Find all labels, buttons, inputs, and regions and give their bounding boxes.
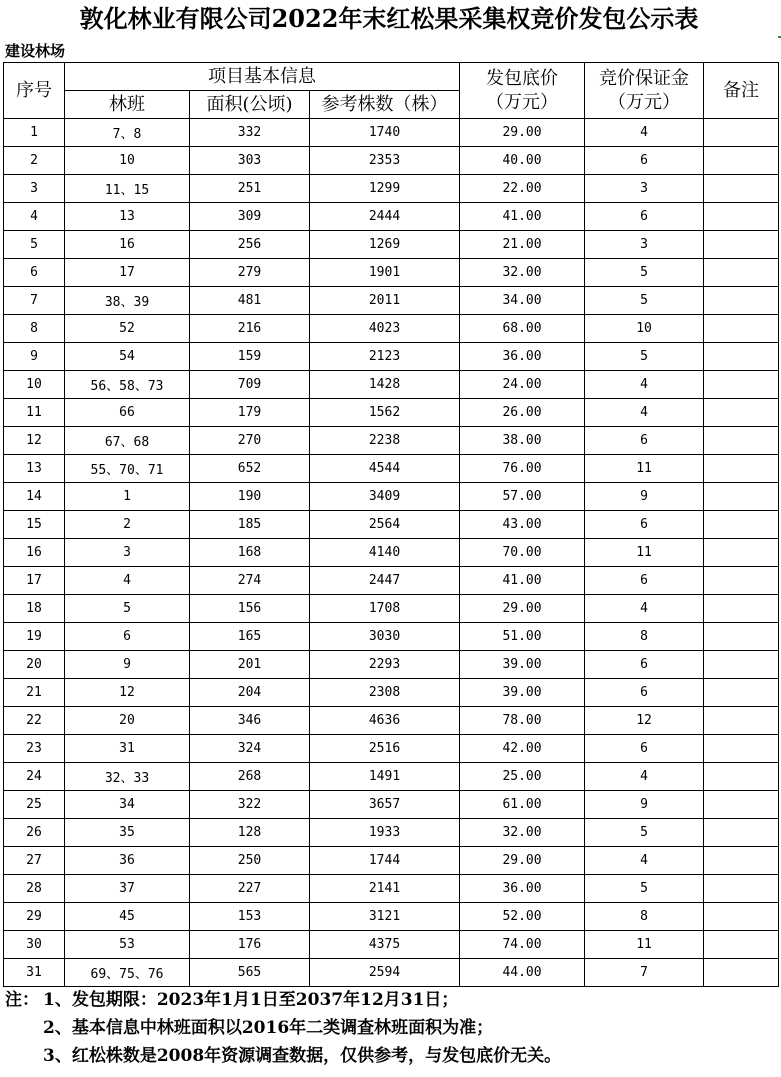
cell-area: 332 xyxy=(190,119,310,147)
cell-base-price: 26.00 xyxy=(460,399,585,427)
table-row xyxy=(4,203,779,231)
cell-base-price: 70.00 xyxy=(460,539,585,567)
cell-seq: 8 xyxy=(4,315,65,343)
cell-seq: 20 xyxy=(4,651,65,679)
cell-plot: 31 xyxy=(65,735,190,763)
cell-trees: 3121 xyxy=(310,903,460,931)
cell-deposit: 6 xyxy=(585,651,704,679)
cell-base-price: 22.00 xyxy=(460,175,585,203)
table-header xyxy=(4,63,779,119)
cell-deposit: 9 xyxy=(585,483,704,511)
cell-deposit: 12 xyxy=(585,707,704,735)
cell-seq: 4 xyxy=(4,203,65,231)
table-row xyxy=(4,931,779,959)
table-row xyxy=(4,427,779,455)
cell-deposit: 6 xyxy=(585,735,704,763)
cell-trees: 1708 xyxy=(310,595,460,623)
table-row xyxy=(4,847,779,875)
table-row xyxy=(4,175,779,203)
cell-remark xyxy=(704,959,779,987)
header-base-price-line2: （万元） xyxy=(486,91,559,113)
cell-base-price: 24.00 xyxy=(460,371,585,399)
table-row xyxy=(4,567,779,595)
page-title: 敦化林业有限公司2022年末红松果采集权竞价发包公示表 xyxy=(79,4,699,33)
note-text: 2、基本信息中林班面积以2016年二类调查林班面积为准； xyxy=(43,1018,494,1038)
cell-trees: 2564 xyxy=(310,511,460,539)
cell-base-price: 61.00 xyxy=(460,791,585,819)
cell-base-price: 40.00 xyxy=(460,147,585,175)
cell-area: 274 xyxy=(190,567,310,595)
cell-area: 153 xyxy=(190,903,310,931)
cell-deposit: 6 xyxy=(585,427,704,455)
cell-area: 270 xyxy=(190,427,310,455)
cell-seq: 11 xyxy=(4,399,65,427)
cell-seq: 22 xyxy=(4,707,65,735)
cell-remark xyxy=(704,483,779,511)
header-plot: 林班 xyxy=(65,91,190,119)
cell-deposit: 4 xyxy=(585,399,704,427)
cell-deposit: 3 xyxy=(585,175,704,203)
header-deposit-line1: 竞价保证金 xyxy=(599,67,690,89)
cell-area: 709 xyxy=(190,371,310,399)
cell-base-price: 44.00 xyxy=(460,959,585,987)
cell-deposit: 5 xyxy=(585,259,704,287)
note-text: 3、红松株数是2008年资源调查数据，仅供参考，与发包底价无关。 xyxy=(43,1046,562,1066)
cell-base-price: 38.00 xyxy=(460,427,585,455)
table-row xyxy=(4,343,779,371)
cell-base-price: 21.00 xyxy=(460,231,585,259)
header-base-price xyxy=(460,63,585,119)
table-row xyxy=(4,147,779,175)
cell-remark xyxy=(704,147,779,175)
table-row xyxy=(4,371,779,399)
cell-seq: 31 xyxy=(4,959,65,987)
cell-remark xyxy=(704,567,779,595)
cell-base-price: 78.00 xyxy=(460,707,585,735)
cell-remark xyxy=(704,287,779,315)
cell-trees: 1299 xyxy=(310,175,460,203)
cell-deposit: 4 xyxy=(585,763,704,791)
cell-plot: 67、68 xyxy=(65,427,190,455)
cell-trees: 2444 xyxy=(310,203,460,231)
cell-trees: 4023 xyxy=(310,315,460,343)
cell-remark xyxy=(704,847,779,875)
cell-remark xyxy=(704,763,779,791)
cell-trees: 2353 xyxy=(310,147,460,175)
cell-plot: 37 xyxy=(65,875,190,903)
cell-area: 156 xyxy=(190,595,310,623)
cell-base-price: 51.00 xyxy=(460,623,585,651)
cell-remark xyxy=(704,203,779,231)
cell-deposit: 3 xyxy=(585,231,704,259)
cell-deposit: 10 xyxy=(585,315,704,343)
header-remark: 备注 xyxy=(704,63,779,119)
cell-seq: 21 xyxy=(4,679,65,707)
cell-remark xyxy=(704,623,779,651)
table-row xyxy=(4,315,779,343)
cell-plot: 20 xyxy=(65,707,190,735)
cell-trees: 2293 xyxy=(310,651,460,679)
cell-deposit: 9 xyxy=(585,791,704,819)
note-prefix: 注： xyxy=(5,990,39,1010)
header-area: 面积(公顷) xyxy=(190,91,310,119)
cell-remark xyxy=(704,231,779,259)
cell-area: 185 xyxy=(190,511,310,539)
cell-area: 159 xyxy=(190,343,310,371)
cell-base-price: 34.00 xyxy=(460,287,585,315)
cell-area: 204 xyxy=(190,679,310,707)
cell-base-price: 76.00 xyxy=(460,455,585,483)
cell-area: 179 xyxy=(190,399,310,427)
cell-trees: 1491 xyxy=(310,763,460,791)
cell-base-price: 29.00 xyxy=(460,119,585,147)
cell-plot: 2 xyxy=(65,511,190,539)
cell-trees: 1901 xyxy=(310,259,460,287)
cell-plot: 5 xyxy=(65,595,190,623)
cell-base-price: 36.00 xyxy=(460,875,585,903)
cell-remark xyxy=(704,651,779,679)
table-row xyxy=(4,707,779,735)
table-row xyxy=(4,735,779,763)
cell-plot: 56、58、73 xyxy=(65,371,190,399)
cell-area: 324 xyxy=(190,735,310,763)
cell-area: 227 xyxy=(190,875,310,903)
table-row xyxy=(4,623,779,651)
header-seq: 序号 xyxy=(4,63,65,119)
cell-deposit: 8 xyxy=(585,903,704,931)
cell-plot: 35 xyxy=(65,819,190,847)
header-trees: 参考株数（株） xyxy=(310,91,460,119)
cell-base-price: 32.00 xyxy=(460,259,585,287)
cell-plot: 4 xyxy=(65,567,190,595)
cell-trees: 2011 xyxy=(310,287,460,315)
cell-seq: 27 xyxy=(4,847,65,875)
cell-seq: 2 xyxy=(4,147,65,175)
cell-deposit: 6 xyxy=(585,511,704,539)
cell-area: 176 xyxy=(190,931,310,959)
cell-seq: 25 xyxy=(4,791,65,819)
cell-deposit: 11 xyxy=(585,931,704,959)
cell-deposit: 6 xyxy=(585,203,704,231)
cell-seq: 16 xyxy=(4,539,65,567)
cell-area: 309 xyxy=(190,203,310,231)
cell-deposit: 7 xyxy=(585,959,704,987)
cell-trees: 1744 xyxy=(310,847,460,875)
cell-remark xyxy=(704,735,779,763)
cell-trees: 4636 xyxy=(310,707,460,735)
table-row xyxy=(4,651,779,679)
cell-seq: 14 xyxy=(4,483,65,511)
cell-area: 481 xyxy=(190,287,310,315)
table-row xyxy=(4,119,779,147)
cell-deposit: 4 xyxy=(585,847,704,875)
cell-seq: 7 xyxy=(4,287,65,315)
cell-remark xyxy=(704,119,779,147)
cell-plot: 69、75、76 xyxy=(65,959,190,987)
cell-base-price: 25.00 xyxy=(460,763,585,791)
cell-deposit: 6 xyxy=(585,567,704,595)
cell-deposit: 6 xyxy=(585,147,704,175)
cell-plot: 1 xyxy=(65,483,190,511)
table-row xyxy=(4,511,779,539)
cell-trees: 2447 xyxy=(310,567,460,595)
cell-base-price: 57.00 xyxy=(460,483,585,511)
cell-plot: 36 xyxy=(65,847,190,875)
cell-remark xyxy=(704,539,779,567)
cell-trees: 1562 xyxy=(310,399,460,427)
table-row xyxy=(4,399,779,427)
cell-trees: 2594 xyxy=(310,959,460,987)
cell-trees: 2141 xyxy=(310,875,460,903)
cell-plot: 17 xyxy=(65,259,190,287)
cell-deposit: 4 xyxy=(585,371,704,399)
cell-remark xyxy=(704,791,779,819)
cell-plot: 3 xyxy=(65,539,190,567)
cell-seq: 12 xyxy=(4,427,65,455)
cell-seq: 24 xyxy=(4,763,65,791)
cell-plot: 38、39 xyxy=(65,287,190,315)
cell-area: 303 xyxy=(190,147,310,175)
cell-remark xyxy=(704,875,779,903)
cell-seq: 19 xyxy=(4,623,65,651)
cell-area: 216 xyxy=(190,315,310,343)
cell-seq: 17 xyxy=(4,567,65,595)
cell-plot: 6 xyxy=(65,623,190,651)
table-row xyxy=(4,875,779,903)
cell-remark xyxy=(704,819,779,847)
cell-deposit: 11 xyxy=(585,539,704,567)
cell-base-price: 52.00 xyxy=(460,903,585,931)
cell-base-price: 43.00 xyxy=(460,511,585,539)
cell-base-price: 39.00 xyxy=(460,679,585,707)
cell-seq: 30 xyxy=(4,931,65,959)
header-base-price-line1: 发包底价 xyxy=(486,67,559,89)
cell-plot: 13 xyxy=(65,203,190,231)
cell-plot: 45 xyxy=(65,903,190,931)
cell-area: 201 xyxy=(190,651,310,679)
cell-plot: 53 xyxy=(65,931,190,959)
header-basic-info: 项目基本信息 xyxy=(65,63,460,91)
cell-remark xyxy=(704,455,779,483)
cell-trees: 1933 xyxy=(310,819,460,847)
cell-seq: 5 xyxy=(4,231,65,259)
cell-remark xyxy=(704,931,779,959)
cell-deposit: 5 xyxy=(585,287,704,315)
cell-area: 565 xyxy=(190,959,310,987)
cell-base-price: 41.00 xyxy=(460,203,585,231)
cell-area: 346 xyxy=(190,707,310,735)
cell-plot: 11、15 xyxy=(65,175,190,203)
cell-deposit: 8 xyxy=(585,623,704,651)
cell-area: 190 xyxy=(190,483,310,511)
cell-remark xyxy=(704,399,779,427)
cell-trees: 1269 xyxy=(310,231,460,259)
cell-deposit: 4 xyxy=(585,119,704,147)
cell-remark xyxy=(704,175,779,203)
cell-trees: 2238 xyxy=(310,427,460,455)
note-text: 1、发包期限：2023年1月1日至2037年12月31日； xyxy=(43,990,459,1010)
cell-trees: 2123 xyxy=(310,343,460,371)
header-deposit xyxy=(585,63,704,119)
cell-base-price: 39.00 xyxy=(460,651,585,679)
cell-plot: 10 xyxy=(65,147,190,175)
section-heading: 建设林场 xyxy=(5,42,66,60)
cell-remark xyxy=(704,315,779,343)
cell-base-price: 42.00 xyxy=(460,735,585,763)
cell-remark xyxy=(704,371,779,399)
cell-area: 268 xyxy=(190,763,310,791)
note-line xyxy=(5,986,775,1014)
table-row xyxy=(4,287,779,315)
cell-seq: 10 xyxy=(4,371,65,399)
cell-remark xyxy=(704,343,779,371)
cell-area: 251 xyxy=(190,175,310,203)
cell-area: 652 xyxy=(190,455,310,483)
cell-trees: 1428 xyxy=(310,371,460,399)
cell-remark xyxy=(704,511,779,539)
cell-plot: 16 xyxy=(65,231,190,259)
cell-deposit: 5 xyxy=(585,875,704,903)
cell-deposit: 5 xyxy=(585,343,704,371)
cell-trees: 4375 xyxy=(310,931,460,959)
table-row xyxy=(4,763,779,791)
table-row xyxy=(4,455,779,483)
cell-deposit: 4 xyxy=(585,595,704,623)
cell-plot: 34 xyxy=(65,791,190,819)
table-row xyxy=(4,483,779,511)
table-row xyxy=(4,231,779,259)
cell-remark xyxy=(704,595,779,623)
cell-seq: 13 xyxy=(4,455,65,483)
cell-deposit: 11 xyxy=(585,455,704,483)
cell-deposit: 5 xyxy=(585,819,704,847)
table-row xyxy=(4,903,779,931)
table-row xyxy=(4,959,779,987)
cell-area: 250 xyxy=(190,847,310,875)
cell-seq: 18 xyxy=(4,595,65,623)
table-row xyxy=(4,819,779,847)
cell-seq: 15 xyxy=(4,511,65,539)
cell-plot: 52 xyxy=(65,315,190,343)
cell-area: 322 xyxy=(190,791,310,819)
cell-base-price: 41.00 xyxy=(460,567,585,595)
cell-remark xyxy=(704,903,779,931)
cell-area: 279 xyxy=(190,259,310,287)
cell-seq: 28 xyxy=(4,875,65,903)
cell-seq: 26 xyxy=(4,819,65,847)
cell-trees: 4544 xyxy=(310,455,460,483)
cell-seq: 23 xyxy=(4,735,65,763)
cell-seq: 6 xyxy=(4,259,65,287)
table-row xyxy=(4,679,779,707)
cell-plot: 66 xyxy=(65,399,190,427)
cell-trees: 3409 xyxy=(310,483,460,511)
table-body xyxy=(4,119,779,987)
cell-remark xyxy=(704,707,779,735)
cell-base-price: 29.00 xyxy=(460,847,585,875)
cell-area: 128 xyxy=(190,819,310,847)
table-row xyxy=(4,259,779,287)
cell-base-price: 68.00 xyxy=(460,315,585,343)
cell-trees: 1740 xyxy=(310,119,460,147)
cell-area: 168 xyxy=(190,539,310,567)
cell-remark xyxy=(704,679,779,707)
cell-remark xyxy=(704,427,779,455)
cell-area: 256 xyxy=(190,231,310,259)
cell-remark xyxy=(704,259,779,287)
cell-base-price: 36.00 xyxy=(460,343,585,371)
cell-trees: 4140 xyxy=(310,539,460,567)
cell-seq: 9 xyxy=(4,343,65,371)
cell-plot: 54 xyxy=(65,343,190,371)
cell-seq: 29 xyxy=(4,903,65,931)
cell-trees: 3030 xyxy=(310,623,460,651)
notes-block xyxy=(5,986,775,1070)
note-line xyxy=(5,1042,775,1070)
table-row xyxy=(4,595,779,623)
cell-base-price: 74.00 xyxy=(460,931,585,959)
cell-plot: 12 xyxy=(65,679,190,707)
cell-trees: 2516 xyxy=(310,735,460,763)
note-line xyxy=(5,1014,775,1042)
cell-plot: 55、70、71 xyxy=(65,455,190,483)
header-deposit-line2: （万元） xyxy=(608,91,681,113)
bidding-table xyxy=(3,62,779,987)
cell-base-price: 32.00 xyxy=(460,819,585,847)
cell-deposit: 6 xyxy=(585,679,704,707)
cell-trees: 3657 xyxy=(310,791,460,819)
cell-seq: 1 xyxy=(4,119,65,147)
cell-plot: 9 xyxy=(65,651,190,679)
cell-trees: 2308 xyxy=(310,679,460,707)
cell-area: 165 xyxy=(190,623,310,651)
cell-plot: 32、33 xyxy=(65,763,190,791)
cell-base-price: 29.00 xyxy=(460,595,585,623)
table-row xyxy=(4,791,779,819)
table-row xyxy=(4,539,779,567)
cell-seq: 3 xyxy=(4,175,65,203)
cell-plot: 7、8 xyxy=(65,119,190,147)
